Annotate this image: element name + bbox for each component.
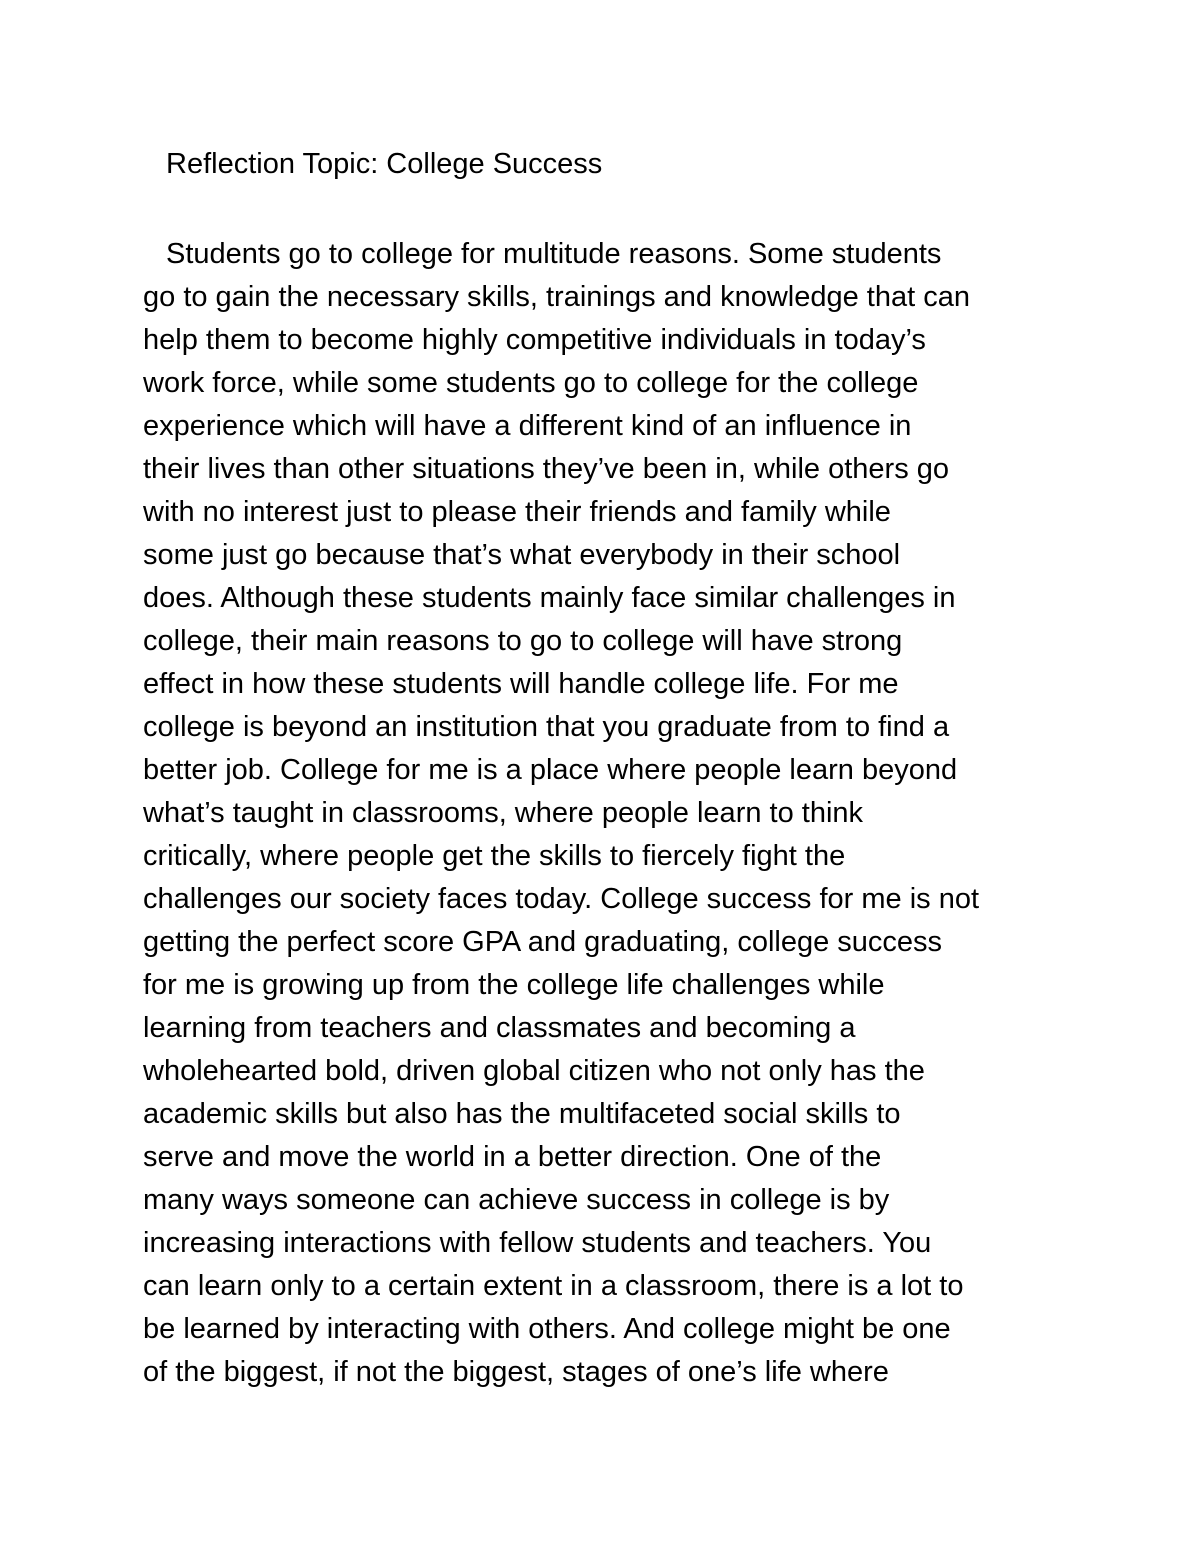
body-line: college, their main reasons to go to college will have strong (143, 625, 903, 657)
body-line: does. Although these students mainly face similar challenges in (143, 582, 956, 614)
document-body (143, 233, 1073, 1394)
body-line: challenges our society faces today. College success for me is not (143, 883, 980, 915)
body-line: can learn only to a certain extent in a classroom, there is a lot to (143, 1270, 964, 1302)
body-line: for me is growing up from the college life challenges while (143, 969, 885, 1001)
body-line: some just go because that’s what everybody in their school (143, 539, 901, 571)
body-line: increasing interactions with fellow students and teachers. You (143, 1227, 932, 1259)
document-title: Reflection Topic: College Success (166, 148, 603, 180)
body-line: learning from teachers and classmates and becoming a (143, 1012, 856, 1044)
body-line: experience which will have a different kind of an influence in (143, 410, 912, 442)
body-line: many ways someone can achieve success in college is by (143, 1184, 890, 1216)
body-line: what’s taught in classrooms, where people learn to think (143, 797, 864, 829)
body-line: be learned by interacting with others. And college might be one (143, 1313, 951, 1345)
body-line: critically, where people get the skills to fiercely fight the (143, 840, 846, 872)
body-line: serve and move the world in a better direction. One of the (143, 1141, 882, 1173)
body-line: help them to become highly competitive individuals in today’s (143, 324, 926, 356)
body-line: go to gain the necessary skills, trainings and knowledge that can (143, 281, 970, 313)
body-line: work force, while some students go to college for the college (143, 367, 919, 399)
body-line: academic skills but also has the multifaceted social skills to (143, 1098, 901, 1130)
body-line: of the biggest, if not the biggest, stages of one’s life where (143, 1356, 889, 1388)
body-line: wholehearted bold, driven global citizen who not only has the (143, 1055, 925, 1087)
body-line: effect in how these students will handle college life. For me (143, 668, 899, 700)
body-line: getting the perfect score GPA and graduating, college success (143, 926, 943, 958)
body-line: with no interest just to please their friends and family while (143, 496, 891, 528)
body-line: better job. College for me is a place where people learn beyond (143, 754, 958, 786)
body-line: their lives than other situations they’ve been in, while others go (143, 453, 950, 485)
body-line: Students go to college for multitude reasons. Some students (166, 238, 942, 270)
body-line: college is beyond an institution that you graduate from to find a (143, 711, 950, 743)
